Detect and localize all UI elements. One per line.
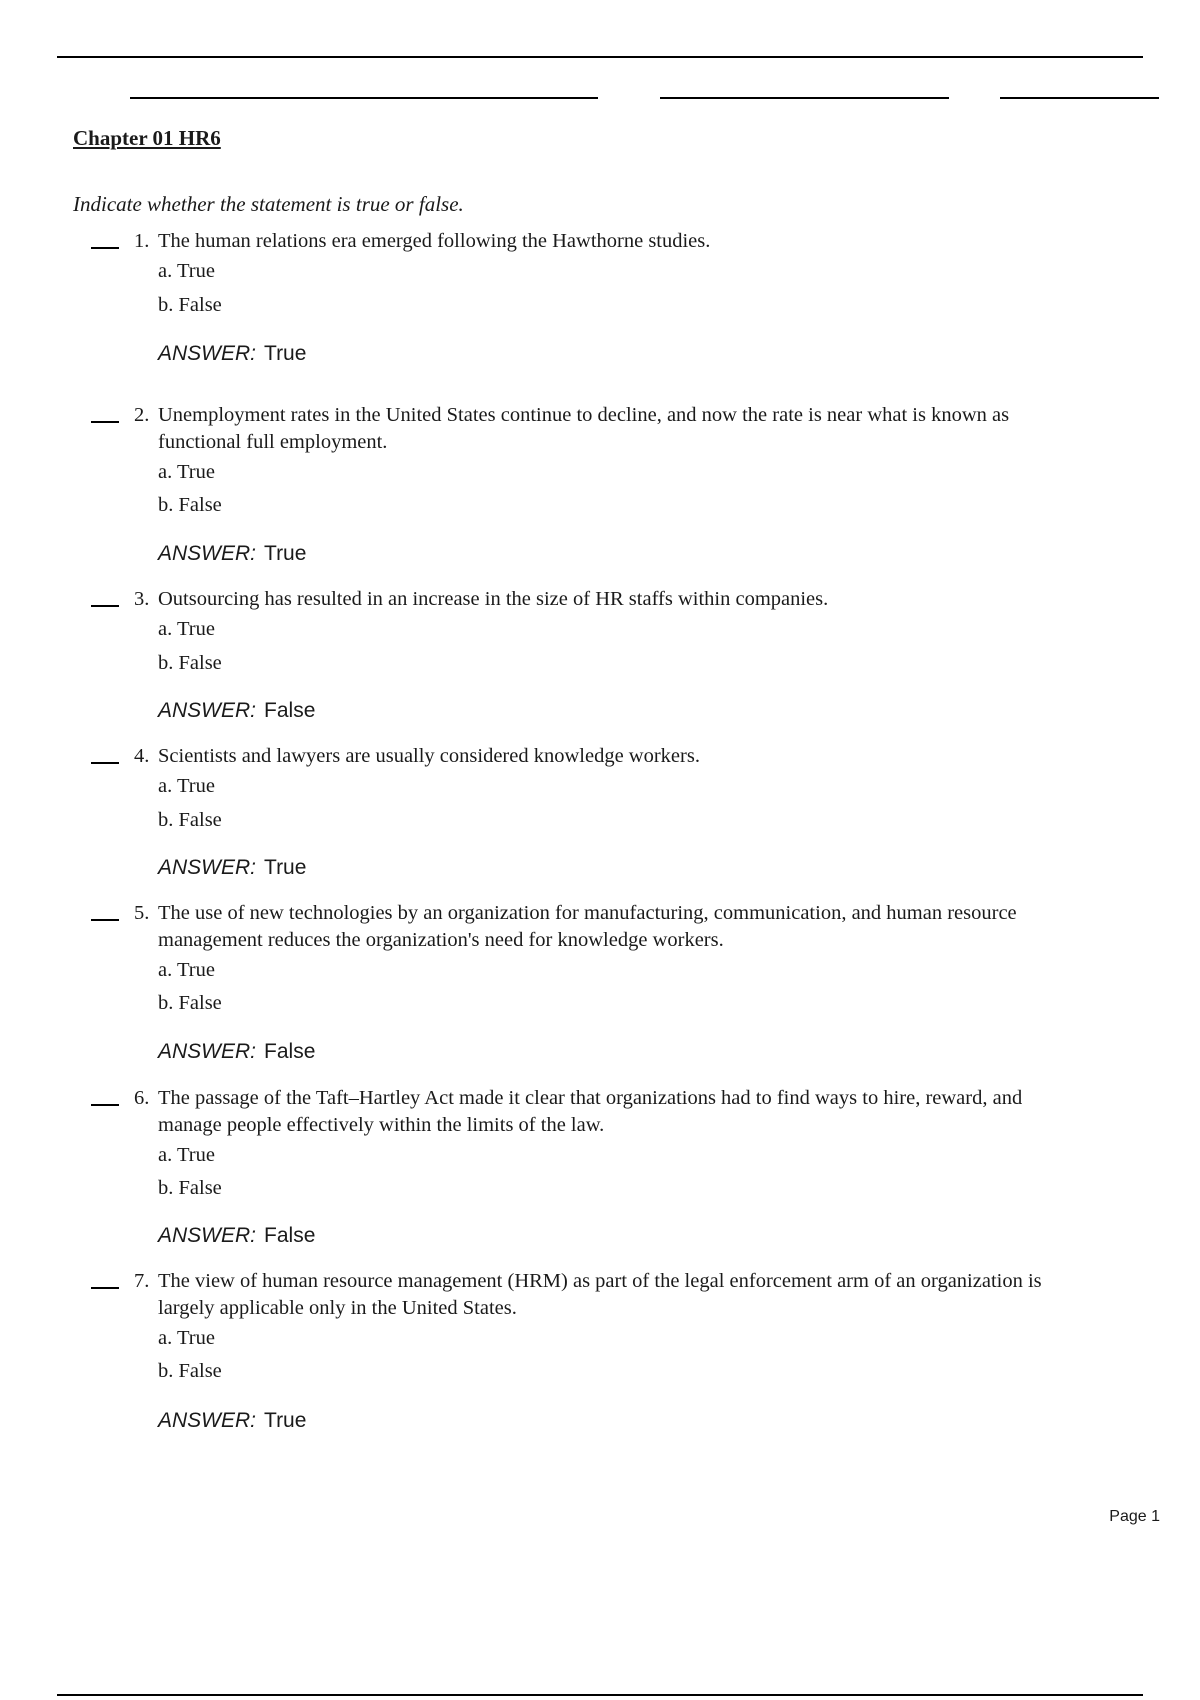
answer-line — [158, 1040, 315, 1064]
answer-label: ANSWER: — [158, 1409, 257, 1432]
question-line: Unemployment rates in the United States continue to decline, and now the rate is near what is known as — [158, 404, 1010, 426]
answer-label: ANSWER: — [158, 1224, 257, 1247]
answer-label: ANSWER: — [158, 1040, 257, 1063]
question-number: 1. — [134, 230, 150, 252]
answer-label: ANSWER: — [158, 342, 257, 365]
answer-value: True — [264, 342, 307, 365]
answer-line — [158, 1409, 306, 1433]
question-text — [134, 228, 1124, 255]
question-number: 5. — [134, 902, 150, 924]
answer-value: False — [264, 1224, 316, 1247]
answer-blank — [91, 1104, 119, 1106]
class-blank-line — [660, 97, 949, 99]
answer-value: False — [264, 699, 316, 722]
option-b: b. False — [158, 652, 222, 674]
question-text — [134, 1268, 1124, 1322]
answer-label: ANSWER: — [158, 542, 257, 565]
answer-value: False — [264, 1040, 316, 1063]
option-a: a. True — [158, 1144, 215, 1166]
option-a: a. True — [158, 260, 215, 282]
answer-value: True — [264, 542, 307, 565]
option-b: b. False — [158, 1360, 222, 1382]
answer-value: True — [264, 856, 307, 879]
option-b: b. False — [158, 992, 222, 1014]
answer-line — [158, 1224, 315, 1248]
option-a: a. True — [158, 775, 215, 797]
option-b: b. False — [158, 294, 222, 316]
answer-line — [158, 542, 306, 566]
question-text — [134, 900, 1124, 954]
answer-line — [158, 856, 306, 880]
instructions: Indicate whether the statement is true or false. — [73, 192, 464, 216]
answer-line — [158, 699, 315, 723]
question-line: The passage of the Taft–Hartley Act made it clear that organizations had to find ways to hire, reward, and — [158, 1087, 1023, 1109]
question-number: 7. — [134, 1270, 150, 1292]
answer-blank — [91, 247, 119, 249]
name-blank-line — [130, 97, 598, 99]
answer-label: ANSWER: — [158, 856, 257, 879]
answer-blank — [91, 919, 119, 921]
option-a: a. True — [158, 618, 215, 640]
question-line: manage people effectively within the limits of the law. — [158, 1114, 605, 1136]
option-a: a. True — [158, 959, 215, 981]
chapter-title: Chapter 01 HR6 — [73, 126, 221, 150]
question-number: 4. — [134, 745, 150, 767]
answer-blank — [91, 605, 119, 607]
question-line: The human relations era emerged following the Hawthorne studies. — [158, 230, 711, 252]
answer-label: ANSWER: — [158, 699, 257, 722]
question-line: The use of new technologies by an organization for manufacturing, communication, and human resource — [158, 902, 1017, 924]
question-text — [134, 402, 1124, 456]
question-line: Outsourcing has resulted in an increase in the size of HR staffs within companies. — [158, 588, 829, 610]
question-text — [134, 1085, 1124, 1139]
page-number: Page 1 — [1109, 1508, 1160, 1525]
answer-value: True — [264, 1409, 307, 1432]
question-line: functional full employment. — [158, 431, 388, 453]
question-line: The view of human resource management (HRM) as part of the legal enforcement arm of an organization is — [158, 1270, 1042, 1292]
option-b: b. False — [158, 1177, 222, 1199]
question-line: management reduces the organization's need for knowledge workers. — [158, 929, 724, 951]
answer-blank — [91, 421, 119, 423]
question-number: 2. — [134, 404, 150, 426]
option-b: b. False — [158, 809, 222, 831]
option-a: a. True — [158, 461, 215, 483]
answer-blank — [91, 1287, 119, 1289]
question-number: 6. — [134, 1087, 150, 1109]
option-b: b. False — [158, 494, 222, 516]
bottom-rule — [57, 1694, 1143, 1696]
date-blank-line — [1000, 97, 1159, 99]
option-a: a. True — [158, 1327, 215, 1349]
question-line: Scientists and lawyers are usually considered knowledge workers. — [158, 745, 700, 767]
question-text — [134, 743, 1124, 770]
answer-line — [158, 342, 306, 366]
question-line: largely applicable only in the United States. — [158, 1297, 517, 1319]
question-text — [134, 586, 1124, 613]
question-number: 3. — [134, 588, 150, 610]
top-rule — [57, 56, 1143, 58]
answer-blank — [91, 762, 119, 764]
